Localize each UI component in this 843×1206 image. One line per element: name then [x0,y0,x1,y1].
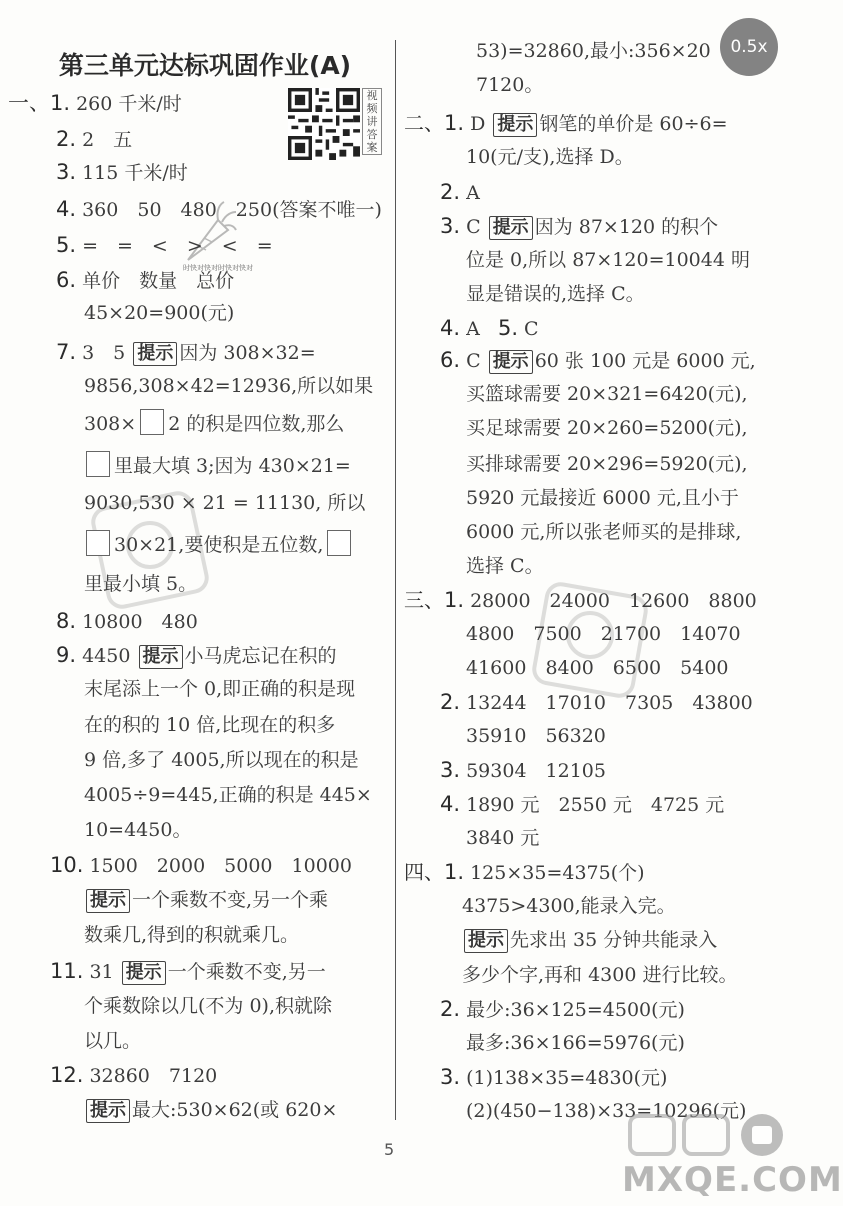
q12-line [50,1060,217,1091]
answer-line: 9856,308×42=12936,所以如果 [84,375,374,397]
qr-video-label: 视频讲答案 [362,88,382,155]
hint-text: 因为 87×120 的积个 [534,216,719,238]
hint-text: 一个乘数不变,另一个乘 [132,889,329,911]
answer-text: 308× [84,413,137,435]
answer-line: 5920 元最接近 6000 元,且小于 [466,487,739,509]
answer-line [84,1095,337,1125]
answer-line: 最多:36×166=5976(元) [466,1032,685,1054]
answer-line: 4800 7500 21700 14070 [466,623,741,645]
answer-line: 10(元/支),选择 D。 [466,146,634,168]
hint-text: 因为 308×32= [179,342,316,364]
answer-text: 里最大填 3;因为 430×21= [114,455,351,477]
hint-label: 提示 [493,113,537,137]
question-number: 3. [440,214,461,238]
answer-text: (1)138×35=4830(元) [466,1067,668,1089]
answer-line: 4375>4300,能录入完。 [462,895,676,917]
page-number: 5 [384,1140,395,1159]
answer-text: 2 的积是四位数,那么 [168,413,345,435]
answer-text: D [470,113,486,135]
hint-label: 提示 [133,342,177,366]
hint-label: 提示 [86,1099,130,1123]
answer-text: 3 5 [82,342,126,364]
question-number: 2. [440,997,461,1021]
answer-line: 多少个字,再和 4300 进行比较。 [462,964,738,986]
section-marker: 二、 [404,111,444,135]
answer-text: 32860 7120 [89,1065,218,1087]
hint-label: 提示 [489,350,533,374]
answer-text: 115 千米/时 [82,162,188,184]
q4-line [56,194,382,225]
hint-label: 提示 [489,216,533,240]
section-marker: 一、 [8,91,50,115]
s2-q3-line [440,211,718,242]
hint-text: 先求出 35 分钟共能录入 [510,929,718,951]
answer-line [82,530,355,560]
q8-line [56,606,198,637]
answer-line [84,409,344,439]
answer-text: A [466,182,480,204]
answer-text: 10800 480 [82,611,198,633]
s2-q2-line [440,177,480,208]
question-number: 8. [56,609,77,633]
s4-q3-line [440,1062,667,1093]
q9-line [56,640,337,671]
hint-text: 小马虎忘记在积的 [184,645,337,667]
s2-q6-line [440,345,756,376]
blank-box [327,530,351,556]
answer-line: 末尾添上一个 0,即正确的积是现 [84,678,356,700]
s3-q2-line [440,687,753,718]
column-divider [395,40,396,1120]
hint-label: 提示 [86,889,130,913]
blank-box [86,530,110,556]
answer-text: C [466,350,481,372]
answer-text: 1500 2000 5000 10000 [89,855,352,877]
hint-text: 60 张 100 元是 6000 元, [534,350,756,372]
answer-text: 360 50 480 250(答案不唯一) [82,199,382,221]
answer-line: 9030,530 × 21 = 11130, 所以 [84,492,366,514]
question-number: 5. [56,233,77,257]
question-number: 4. [440,792,461,816]
answer-text: 2 五 [82,129,133,151]
question-number: 1. [444,588,465,612]
s4-q1-line [404,857,645,888]
answer-line: 45×20=900(元) [84,302,235,324]
page-title: 第三单元达标巩固作业(A) [58,51,352,80]
question-number: 1. [444,860,465,884]
answer-line: 35910 56320 [466,725,606,747]
answer-line: 显是错误的,选择 C。 [466,283,645,305]
answer-text: 13244 17010 7305 43800 [466,692,753,714]
question-number: 3. [440,1065,461,1089]
s3-q4-line [440,789,724,820]
question-number: 3. [440,758,461,782]
hint-label: 提示 [122,961,166,985]
answer-text: C [466,216,481,238]
question-number: 2. [56,127,77,151]
section-marker: 三、 [404,588,444,612]
answer-line: 买排球需要 20×296=5920(元), [466,453,748,475]
q3-line [56,157,188,188]
answer-line: (2)(450−138)×33=10296(元) [466,1100,747,1122]
hint-label: 提示 [139,645,183,669]
site-watermark-text: MXQE.COM [622,1160,843,1200]
answer-text: 单价 数量 总价 [82,270,235,292]
answer-line: 6000 元,所以张老师买的是排球, [466,521,742,543]
playback-speed-button[interactable]: 0.5x [720,18,778,76]
answer-line: 个乘数除以几(不为 0),积就除 [84,995,332,1017]
answer-text: = = < > < = [82,235,273,257]
answer-line: 10=4450。 [84,819,192,841]
question-number: 4. [440,316,461,340]
question-number: 9. [56,643,77,667]
section-marker: 四、 [404,860,444,884]
question-number: 4. [56,197,77,221]
answer-line: 里最小填 5。 [84,573,198,595]
answer-line: 7120。 [476,74,544,96]
answer-line: 数乘几,得到的积就乘几。 [84,924,300,946]
answer-line: 买篮球需要 20×321=6420(元), [466,383,748,405]
answer-line: 41600 8400 6500 5400 [466,657,729,679]
answer-text: 28000 24000 12600 8800 [470,590,757,612]
answer-text: 31 [89,961,114,983]
q1-line [8,88,182,119]
answer-text: 125×35=4375(个) [470,862,645,884]
q2-line [56,124,132,155]
answer-line: 53)=32860,最小:356×20 [476,40,711,62]
answer-text: 30×21,要使积是五位数, [114,534,324,556]
q10-line [50,850,352,881]
question-number: 3. [56,160,77,184]
question-number: 5. [497,316,518,340]
s3-q1-line [404,585,757,616]
question-number: 2. [440,690,461,714]
answer-line: 以几。 [84,1030,142,1052]
blank-box [140,409,164,435]
q11-line [50,956,326,987]
site-watermark-logo-icon [628,1110,788,1160]
answer-line [82,451,351,481]
answer-text: 260 千米/时 [76,93,182,115]
hint-text: 一个乘数不变,另一 [167,961,326,983]
s2-q1-line [404,108,728,139]
q7-line [56,337,316,368]
answer-text: 最少:36×125=4500(元) [466,999,685,1021]
question-number: 1. [50,91,71,115]
question-number: 6. [56,268,77,292]
blank-box [86,451,110,477]
answer-text: 1890 元 2550 元 4725 元 [466,794,725,816]
answer-line: 9 倍,多了 4005,所以现在的积是 [84,749,359,771]
answer-line: 选择 C。 [466,555,544,577]
s4-q2-line [440,994,685,1025]
s2-q4-q5-line [440,313,539,344]
question-number: 6. [440,348,461,372]
s3-q3-line [440,755,606,786]
question-number: 7. [56,340,77,364]
answer-text: C [524,318,539,340]
answer-text: A [466,318,480,340]
hint-text: 钢笔的单价是 60÷6= [539,113,728,135]
answer-text: 4450 [82,645,131,667]
question-number: 11. [50,959,84,983]
answer-line: 3840 元 [466,827,540,849]
answer-line: 位是 0,所以 87×120=10044 明 [466,249,750,271]
q6-line [56,265,234,296]
answer-line: 买足球需要 20×260=5200(元), [466,417,748,439]
answer-line: 在的积的 10 倍,比现在的积多 [84,714,336,736]
hint-text: 最大:530×62(或 620× [132,1099,338,1121]
answer-line [84,885,328,915]
q5-line [56,230,273,261]
qr-code-icon[interactable] [288,88,360,160]
question-number: 1. [444,111,465,135]
answer-text: 59304 12105 [466,760,606,782]
question-number: 10. [50,853,84,877]
hint-label: 提示 [464,929,508,953]
answer-line: 4005÷9=445,正确的积是 445× [84,784,372,806]
carrot-watermark-text: 时快对快对时快对快对 [183,264,253,272]
question-number: 2. [440,180,461,204]
question-number: 12. [50,1063,84,1087]
answer-line [462,925,717,955]
